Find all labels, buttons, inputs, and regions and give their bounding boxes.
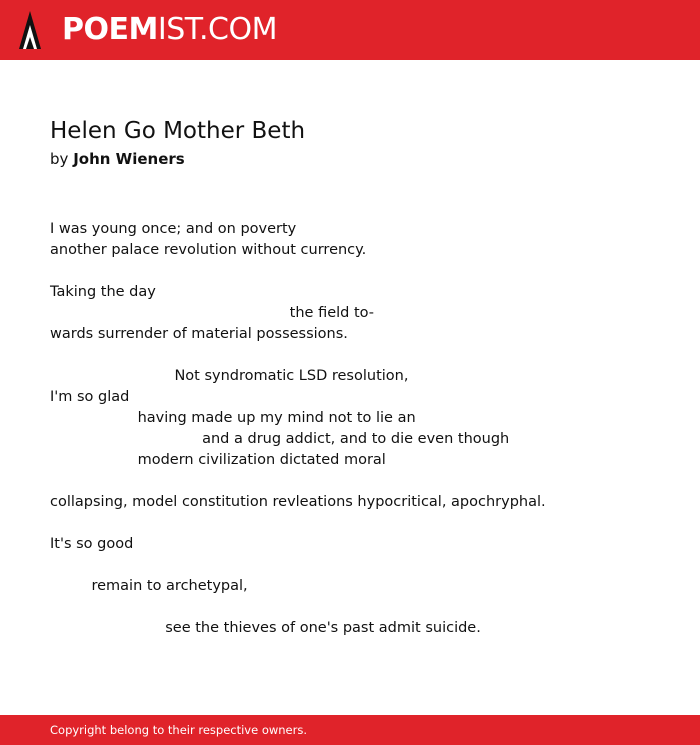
poem-line: see the thieves of one's past admit suicide. <box>50 620 481 636</box>
author-name[interactable]: John Wieners <box>73 150 185 168</box>
site-logo[interactable] <box>62 10 277 50</box>
poem-body <box>50 219 670 639</box>
poem-line: I'm so glad <box>50 389 130 405</box>
poem-line: having made up my mind not to lie an <box>50 410 416 426</box>
poem-line: remain to archetypal, <box>50 578 248 594</box>
poem-line: It's so good <box>50 536 134 552</box>
poem-line <box>50 345 670 366</box>
poem-line: wards surrender of material possessions. <box>50 326 348 342</box>
site-footer <box>0 715 700 745</box>
poem-line: Taking the day <box>50 284 156 300</box>
poem-line: I was young once; and on poverty <box>50 221 297 237</box>
poem-byline <box>50 148 185 170</box>
poem-line: Not syndromatic LSD resolution, <box>50 368 409 384</box>
poem-line: collapsing, model constitution revleations hypocritical, apochryphal. <box>50 494 546 510</box>
poem-line: another palace revolution without currency. <box>50 242 367 258</box>
poem-line <box>50 555 670 576</box>
logo-bold-text: POEM <box>62 12 158 47</box>
poem-line: and a drug addict, and to die even though <box>50 431 510 447</box>
poem-line: modern civilization dictated moral <box>50 452 386 468</box>
poem-line: the field to- <box>50 305 375 321</box>
poem-line <box>50 513 670 534</box>
logo-light-text: IST.COM <box>157 12 277 47</box>
poem-line <box>50 471 670 492</box>
copyright-text: Copyright belong to their respective owners. <box>50 723 308 737</box>
by-label: by <box>50 150 69 168</box>
poem-title: Helen Go Mother Beth <box>50 118 306 144</box>
pencil-icon[interactable] <box>17 9 43 51</box>
poem-line <box>50 597 670 618</box>
poem-line <box>50 261 670 282</box>
site-header <box>0 0 700 60</box>
